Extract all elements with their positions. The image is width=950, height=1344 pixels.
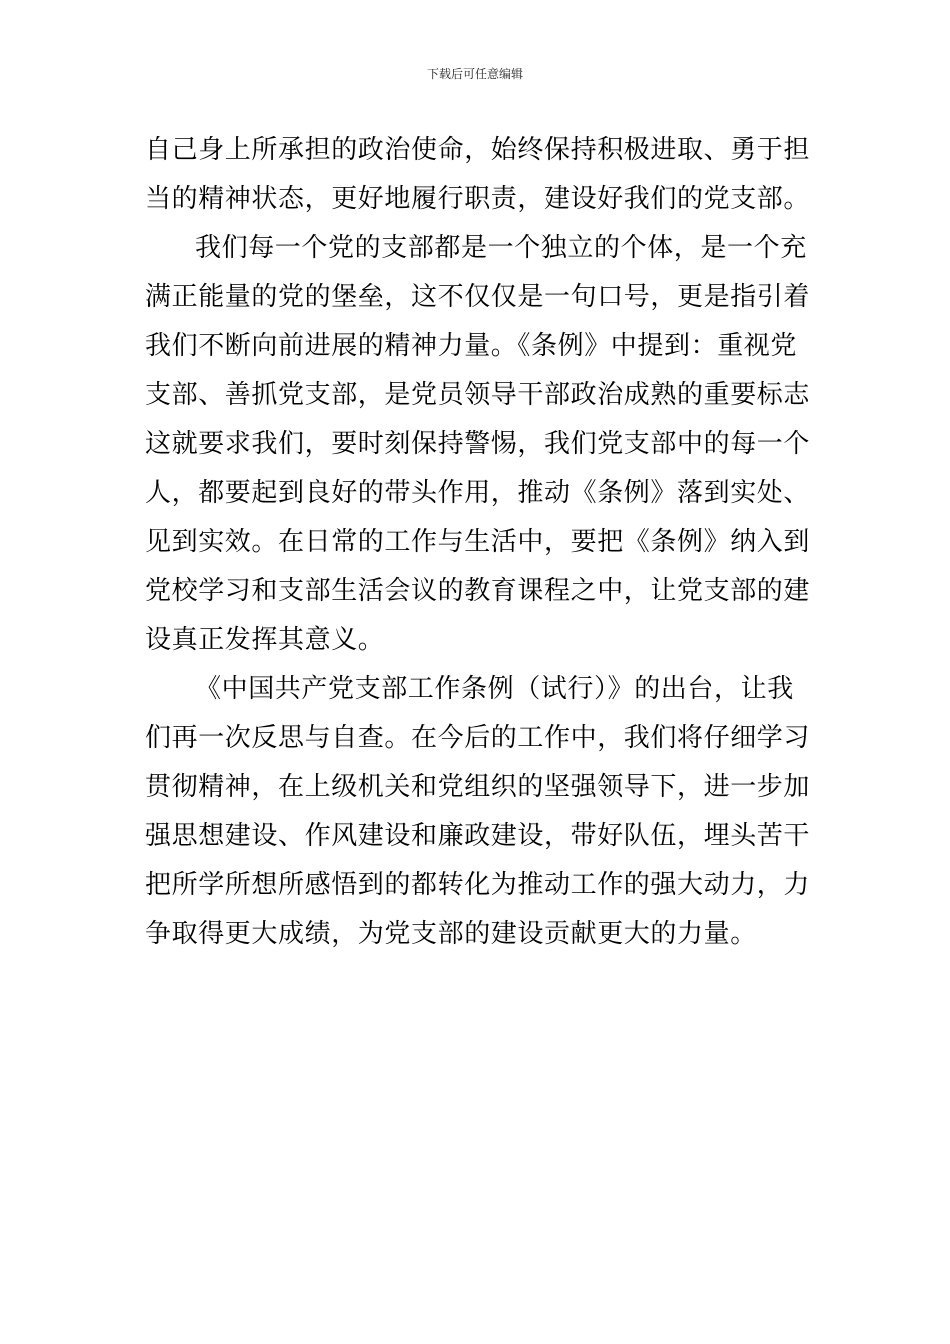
text-line: 《中国共产党支部工作条例（试行）》的出台，让我 — [195, 674, 794, 704]
page-header-note: 下载后可任意编辑 — [426, 67, 523, 81]
text-line: 设真正发挥其意义。 — [145, 625, 385, 655]
text-line: 当的精神状态，更好地履行职责，建设好我们的党支部。 — [145, 184, 811, 214]
text-line: 强思想建设、作风建设和廉政建设，带好队伍，埋头苦干 — [145, 821, 811, 851]
text-line: 党校学习和支部生活会议的教育课程之中，让党支部的建 — [145, 576, 811, 606]
text-line: 满正能量的党的堡垒，这不仅仅是一句口号，更是指引着 — [145, 282, 811, 312]
text-line: 贯彻精神，在上级机关和党组织的坚强领导下，进一步加 — [145, 772, 811, 802]
text-line: 把所学所想所感悟到的都转化为推动工作的强大动力，力 — [145, 870, 811, 900]
text-line: 支部、善抓党支部，是党员领导干部政治成熟的重要标志 — [145, 380, 811, 410]
text-line: 争取得更大成绩，为党支部的建设贡献更大的力量。 — [145, 919, 757, 949]
text-line: 我们不断向前进展的精神力量。《条例》中提到：重视党 — [145, 331, 798, 361]
text-line: 我们每一个党的支部都是一个独立的个体，是一个充 — [195, 233, 807, 263]
text-line: 见到实效。在日常的工作与生活中，要把《条例》纳入到 — [145, 527, 811, 557]
text-line: 们再一次反思与自查。在今后的工作中，我们将仔细学习 — [145, 723, 811, 753]
text-line: 自己身上所承担的政治使命，始终保持积极进取、勇于担 — [145, 135, 811, 165]
text-line: 人，都要起到良好的带头作用，推动《条例》落到实处、 — [145, 478, 811, 508]
text-line: 这就要求我们，要时刻保持警惕，我们党支部中的每一个 — [145, 429, 811, 459]
body-text — [145, 126, 811, 959]
